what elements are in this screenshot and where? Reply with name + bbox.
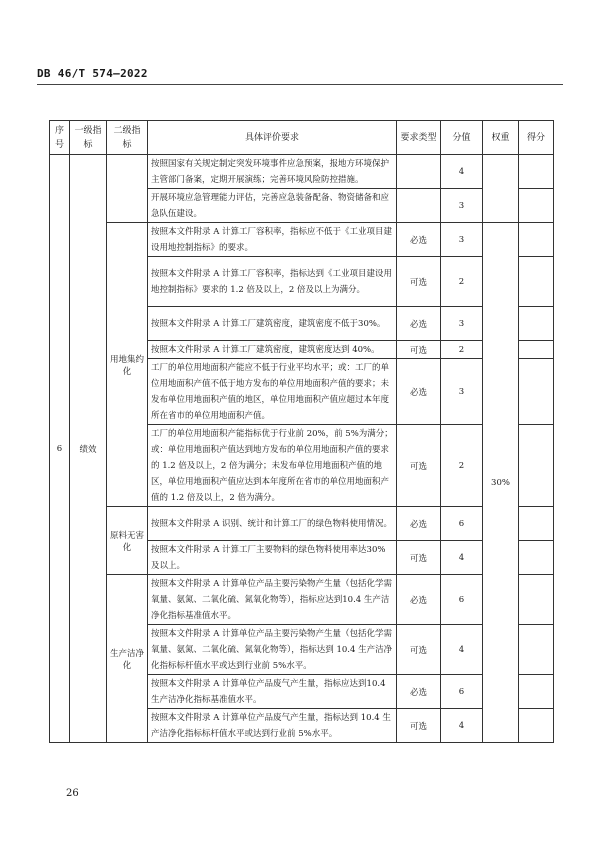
type-cell: 必选 [397, 507, 441, 541]
level2-cell: 生产洁净化 [107, 575, 148, 743]
evaluation-table [49, 120, 554, 743]
col-header-level1: 一级指标 [70, 121, 107, 155]
score-cell: 4 [441, 625, 483, 675]
requirement-cell: 按照本文件附录 A 计算单位产品主要污染物产生量（包括化学需氧量、氨氮、二氧化硫、氮氧化物等），指标达到 10.4 生产洁净化指标标杆值水平或达到行业前 5%水平。 [148, 625, 397, 675]
type-cell: 可选 [397, 257, 441, 307]
points-cell [519, 341, 554, 359]
points-cell [519, 425, 554, 507]
score-cell: 2 [441, 257, 483, 307]
points-cell [519, 625, 554, 675]
points-cell [519, 257, 554, 307]
score-cell: 3 [441, 223, 483, 257]
document-code: DB 46/T 574—2022 [37, 67, 148, 80]
type-cell: 可选 [397, 425, 441, 507]
score-cell: 2 [441, 341, 483, 359]
type-cell: 必选 [397, 359, 441, 425]
type-cell: 必选 [397, 675, 441, 709]
score-cell: 3 [441, 359, 483, 425]
points-cell [519, 709, 554, 743]
score-cell: 2 [441, 425, 483, 507]
level1-cell: 绩效 [70, 155, 107, 743]
table-header-row [50, 121, 554, 155]
type-cell: 可选 [397, 341, 441, 359]
table-row [50, 155, 554, 189]
type-cell: 必选 [397, 575, 441, 625]
points-cell [519, 189, 554, 223]
table-row [50, 507, 554, 541]
level2-cell: 原料无害化 [107, 507, 148, 575]
table-row [50, 223, 554, 257]
requirement-cell: 按照本文件附录 A 计算工厂容积率，指标应不低于《工业项目建设用地控制指标》的要求。 [148, 223, 397, 257]
type-cell: 必选 [397, 307, 441, 341]
score-cell: 4 [441, 709, 483, 743]
seq-cell: 6 [50, 155, 70, 743]
requirement-cell: 按照国家有关规定制定突发环境事件应急预案，报地方环境保护主管部门备案，定期开展演练；完善环境风险防控措施。 [148, 155, 397, 189]
header-divider [37, 84, 563, 85]
requirement-cell: 按照本文件附录 A 识别、统计和计算工厂的绿色物料使用情况。 [148, 507, 397, 541]
requirement-cell: 按照本文件附录 A 计算单位产品废气产生量，指标应达到10.4 生产洁净化指标基准值水平。 [148, 675, 397, 709]
level2-cell-empty [107, 155, 148, 223]
weight-cell: 30% [483, 223, 519, 743]
type-cell: 可选 [397, 625, 441, 675]
score-cell: 6 [441, 507, 483, 541]
requirement-cell: 工厂的单位用地面积产能应不低于行业平均水平；或：工厂的单位用地面积产值不低于地方发布的单位用地面积产值的要求；未发布单位用地面积产值的地区，单位用地面积产值应超过本年度所在省市的单位用地面积产值。 [148, 359, 397, 425]
col-header-seq: 序号 [50, 121, 70, 155]
points-cell [519, 507, 554, 541]
requirement-cell: 按照本文件附录 A 计算工厂建筑密度，建筑密度不低于30%。 [148, 307, 397, 341]
type-cell: 可选 [397, 541, 441, 575]
col-header-points: 得分 [519, 121, 554, 155]
col-header-weight: 权重 [483, 121, 519, 155]
points-cell [519, 675, 554, 709]
col-header-type: 要求类型 [397, 121, 441, 155]
points-cell [519, 359, 554, 425]
table-row [50, 575, 554, 625]
type-cell: 必选 [397, 223, 441, 257]
requirement-cell: 按照本文件附录 A 计算单位产品主要污染物产生量（包括化学需氧量、氨氮、二氧化硫、氮氧化物等），指标应达到10.4 生产洁净化指标基准值水平。 [148, 575, 397, 625]
type-cell [397, 189, 441, 223]
page-number: 26 [66, 788, 79, 799]
score-cell: 4 [441, 155, 483, 189]
points-cell [519, 541, 554, 575]
requirement-cell: 按照本文件附录 A 计算工厂容积率，指标达到《工业项目建设用地控制指标》要求的 1.2 倍及以上，2 倍及以上为满分。 [148, 257, 397, 307]
requirement-cell: 工厂的单位用地面积产能指标优于行业前 20%，前 5%为满分；或：单位用地面积产值达到地方发布的单位用地面积产值的要求的 1.2 倍及以上，2 倍为满分；未发布单位用地面积产值的地区，单位用地面积产值应达到本年度所在省市的单位用地面积产值的 1.2 倍及以上，2 倍为满分。 [148, 425, 397, 507]
weight-cell-empty [483, 155, 519, 223]
points-cell [519, 307, 554, 341]
col-header-score: 分值 [441, 121, 483, 155]
score-cell: 6 [441, 675, 483, 709]
points-cell [519, 575, 554, 625]
score-cell: 3 [441, 307, 483, 341]
score-cell: 4 [441, 541, 483, 575]
points-cell [519, 155, 554, 189]
requirement-cell: 按照本文件附录 A 计算工厂主要物料的绿色物料使用率达30%及以上。 [148, 541, 397, 575]
requirement-cell: 开展环境应急管理能力评估，完善应急装备配备、物资储备和应急队伍建设。 [148, 189, 397, 223]
col-header-level2: 二级指标 [107, 121, 148, 155]
level2-cell: 用地集约化 [107, 223, 148, 507]
score-cell: 3 [441, 189, 483, 223]
score-cell: 6 [441, 575, 483, 625]
type-cell [397, 155, 441, 189]
type-cell: 可选 [397, 709, 441, 743]
requirement-cell: 按照本文件附录 A 计算单位产品废气产生量，指标达到 10.4 生产洁净化指标标杆值水平或达到行业前 5%水平。 [148, 709, 397, 743]
col-header-requirement: 具体评价要求 [148, 121, 397, 155]
points-cell [519, 223, 554, 257]
requirement-cell: 按照本文件附录 A 计算工厂建筑密度，建筑密度达到 40%。 [148, 341, 397, 359]
